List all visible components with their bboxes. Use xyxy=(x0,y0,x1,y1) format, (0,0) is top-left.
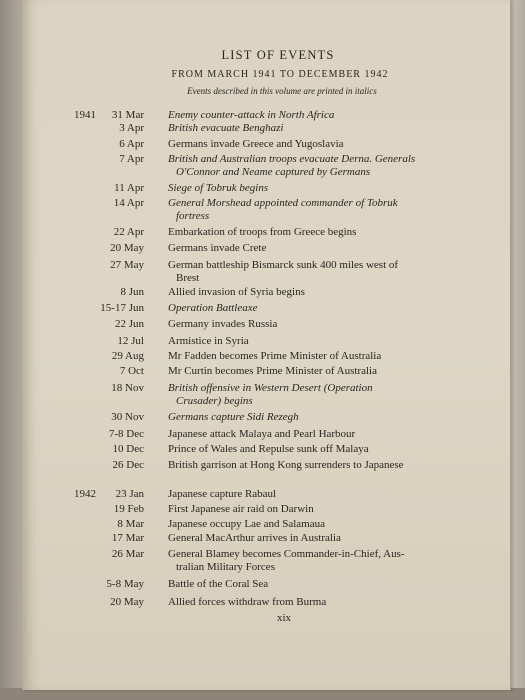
event-date: 30 Nov xyxy=(111,411,144,423)
event-date: 19 Feb xyxy=(113,503,144,515)
italics-note: Events described in this volume are printed in italics xyxy=(187,86,377,96)
event-date: 22 Apr xyxy=(113,226,144,238)
event-description xyxy=(168,488,276,501)
event-date: 15-17 Jun xyxy=(100,302,144,314)
event-description-line: Germans capture Sidi Rezegh xyxy=(168,411,299,423)
event-description xyxy=(168,459,404,472)
event-date: 5-8 May xyxy=(106,578,144,590)
event-description xyxy=(168,226,356,239)
event-description-line: Crusader) begins xyxy=(176,395,253,407)
event-date: 3 Apr xyxy=(119,122,144,134)
event-description-line: O'Connor and Neame captured by Germans xyxy=(176,166,371,178)
event-date: 18 Nov xyxy=(111,382,144,394)
event-description xyxy=(168,503,314,516)
event-year: 1942 xyxy=(74,488,96,500)
event-description-line: British evacuate Benghazi xyxy=(168,122,284,134)
event-description-line: Germany invades Russia xyxy=(168,318,278,330)
event-date: 20 May xyxy=(110,242,144,254)
event-description-line: General MacArthur arrives in Australia xyxy=(168,532,341,544)
event-description xyxy=(168,286,305,299)
event-description xyxy=(168,318,277,331)
event-year: 1941 xyxy=(74,109,96,121)
event-description-line: Embarkation of troops from Greece begins xyxy=(168,226,357,238)
event-description xyxy=(168,109,334,122)
event-description xyxy=(168,335,249,348)
event-description xyxy=(168,138,344,151)
event-description-line: Brest xyxy=(176,272,200,284)
event-description-line: Operation Battleaxe xyxy=(168,302,258,314)
event-description xyxy=(168,302,258,315)
event-description xyxy=(168,122,283,135)
event-date: 7 Oct xyxy=(119,365,144,377)
event-description-line: Siege of Tobruk begins xyxy=(168,182,269,194)
event-description xyxy=(168,259,398,285)
page-title: LIST OF EVENTS xyxy=(221,48,335,62)
event-date: 26 Mar xyxy=(111,548,144,560)
event-description-line: Japanese capture Rabaul xyxy=(168,488,277,500)
event-description-line: Germans invade Greece and Yugoslavia xyxy=(168,138,344,150)
event-date: 23 Jan xyxy=(115,488,144,500)
event-description-line: fortress xyxy=(176,210,210,222)
event-description xyxy=(168,411,299,424)
event-date: 8 Mar xyxy=(117,518,144,530)
event-date: 14 Apr xyxy=(113,197,144,209)
event-date: 11 Apr xyxy=(114,182,144,194)
event-description xyxy=(168,382,373,408)
event-description xyxy=(168,428,355,441)
event-date: 29 Aug xyxy=(111,350,144,362)
event-description-line: Japanese occupy Lae and Salamaua xyxy=(168,518,325,530)
event-description-line: British and Australian troops evacuate Derna. Generals xyxy=(168,153,416,165)
event-description-line: Prince of Wales and Repulse sunk off Malaya xyxy=(168,443,369,455)
event-description xyxy=(168,532,341,545)
event-description xyxy=(168,548,405,574)
event-date: 8 Jun xyxy=(120,286,144,298)
event-description xyxy=(168,153,415,179)
event-date: 20 May xyxy=(110,596,144,608)
event-description xyxy=(168,182,268,195)
event-description xyxy=(168,365,377,378)
event-description xyxy=(168,596,326,609)
event-description-line: Armistice in Syria xyxy=(168,335,249,347)
event-date: 27 May xyxy=(110,259,144,271)
event-description-line: tralian Military Forces xyxy=(176,561,275,573)
event-description-line: Enemy counter-attack in North Africa xyxy=(168,109,335,121)
event-date: 26 Dec xyxy=(112,459,144,471)
event-description-line: Allied forces withdraw from Burma xyxy=(168,596,327,608)
event-description xyxy=(168,578,268,591)
event-description xyxy=(168,350,381,363)
book-page xyxy=(22,0,511,690)
event-date: 31 Mar xyxy=(111,109,144,121)
event-description xyxy=(168,242,266,255)
event-date: 6 Apr xyxy=(119,138,144,150)
event-description-line: Allied invasion of Syria begins xyxy=(168,286,305,298)
event-description-line: Battle of the Coral Sea xyxy=(168,578,269,590)
event-date: 10 Dec xyxy=(112,443,144,455)
event-description-line: Germans invade Crete xyxy=(168,242,267,254)
page-number: xix xyxy=(276,612,292,624)
event-date: 22 Jun xyxy=(114,318,144,330)
event-description-line: First Japanese air raid on Darwin xyxy=(168,503,314,515)
event-description-line: British offensive in Western Desert (Operation xyxy=(168,382,373,394)
event-description-line: British garrison at Hong Kong surrenders to Japanese xyxy=(168,459,404,471)
event-description-line: Japanese attack Malaya and Pearl Harbour xyxy=(168,428,356,440)
event-date: 7 Apr xyxy=(119,153,144,165)
event-description-line: General Morshead appointed commander of Tobruk xyxy=(168,197,398,209)
event-description xyxy=(168,443,369,456)
event-description-line: German battleship Bismarck sunk 400 miles west of xyxy=(168,259,399,271)
background-right xyxy=(510,0,525,700)
event-description-line: Mr Curtin becomes Prime Minister of Australia xyxy=(168,365,377,377)
event-date: 17 Mar xyxy=(111,532,144,544)
event-description-line: Mr Fadden becomes Prime Minister of Australia xyxy=(168,350,382,362)
event-date: 7-8 Dec xyxy=(108,428,144,440)
event-date: 12 Jul xyxy=(117,335,144,347)
event-description xyxy=(168,518,325,531)
page-subtitle: FROM MARCH 1941 TO DECEMBER 1942 xyxy=(171,69,389,80)
event-description-line: General Blamey becomes Commander-in-Chief, Aus- xyxy=(168,548,405,560)
event-description xyxy=(168,197,398,223)
